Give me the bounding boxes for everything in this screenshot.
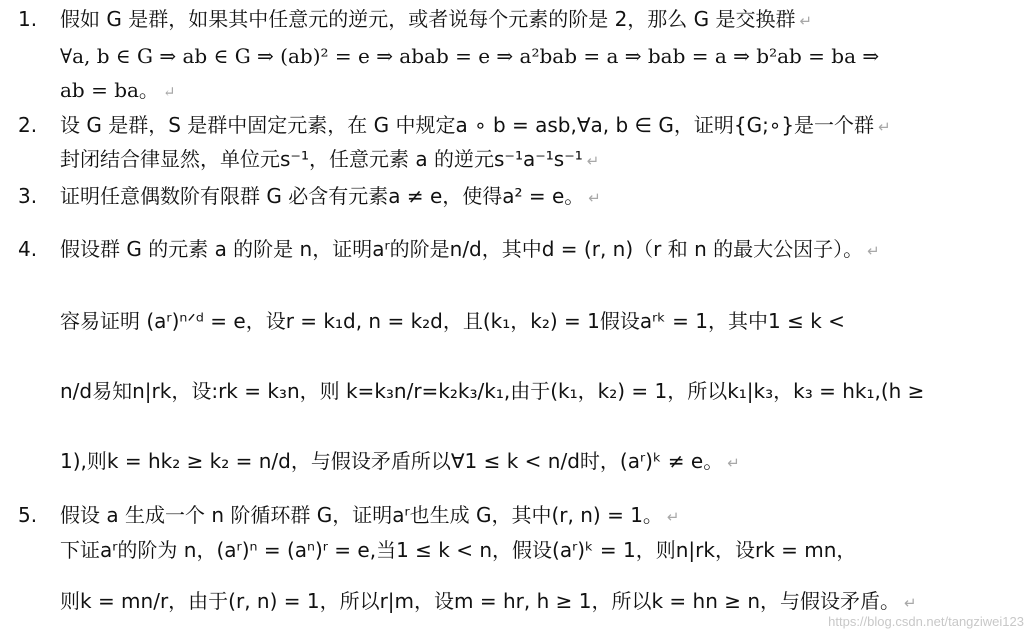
item-line: 下证aʳ的阶为 n，(aʳ)ⁿ = (aⁿ)ʳ = e,当1 ≤ k < n，假设(aʳ)ᵏ = 1，则n|rk，设rk = mn， [60, 538, 857, 562]
item-number: 2. [18, 113, 38, 137]
item-line: 假设群 G 的元素 a 的阶是 n，证明aʳ的阶是n/d，其中d = (r, n)（r 和 n 的最大公因子）。 ↵ [60, 237, 880, 261]
item-line: ∀a, b ∈ G ⇒ ab ∈ G ⇒ (ab)² = e ⇒ abab = e ⇒ a²bab = a ⇒ bab = a ⇒ b²ab = ba ⇒ [60, 44, 880, 68]
item-line: 1),则k = hk₂ ≥ k₂ = n/d，与假设矛盾所以∀1 ≤ k < n/d时，(aʳ)ᵏ ≠ e。 ↵ [60, 449, 740, 473]
item-number: 3. [18, 184, 38, 208]
item-line: 则k = mn/r，由于(r, n) = 1，所以r|m，设m = hr, h ≥ 1，所以k = hn ≥ n，与假设矛盾。 ↵ [60, 589, 917, 613]
item-number: 1. [18, 7, 38, 31]
item-line: 假设 a 生成一个 n 阶循环群 G，证明aʳ也生成 G，其中(r, n) = 1。 ↵ [60, 503, 680, 527]
item-line: ab = ba。 ↵ [60, 78, 176, 102]
item-line: 封闭结合律显然，单位元s⁻¹，任意元素 a 的逆元s⁻¹a⁻¹s⁻¹ ↵ [60, 147, 600, 171]
item-number: 4. [18, 237, 38, 261]
item-line: n/d易知n|rk，设:rk = k₃n，则 k=k₃n/r=k₂k₃/k₁,由于(k₁，k₂) = 1，所以k₁|k₃，k₃ = hk₁,(h ≥ [60, 379, 925, 403]
item-line: 设 G 是群，S 是群中固定元素，在 G 中规定a ∘ b = asb,∀a, b ∈ G，证明{G;∘}是一个群 ↵ [60, 113, 891, 137]
watermark: https://blog.csdn.net/tangziwei123 [828, 614, 1024, 629]
item-number: 5. [18, 503, 38, 527]
item-line: 容易证明 (aʳ)ⁿᐟᵈ = e，设r = k₁d, n = k₂d，且(k₁，k₂) = 1假设aʳᵏ = 1，其中1 ≤ k < [60, 309, 845, 333]
item-line: 证明任意偶数阶有限群 G 必含有元素a ≠ e，使得a² = e。 ↵ [60, 184, 601, 208]
item-line: 假如 G 是群，如果其中任意元的逆元，或者说每个元素的阶是 2，那么 G 是交换群 ↵ [60, 7, 813, 31]
